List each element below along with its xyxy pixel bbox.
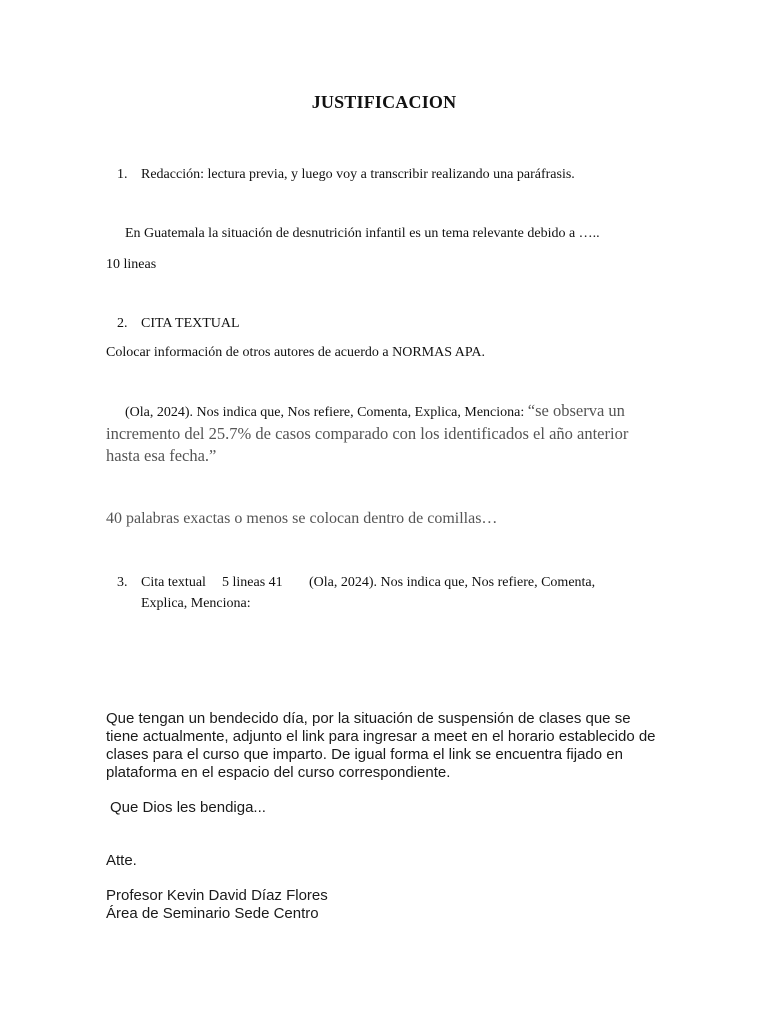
list-number-1: 1. xyxy=(117,167,128,182)
item-1-text: Redacción: lectura previa, y luego voy a transcribir realizando una paráfrasis. xyxy=(141,167,575,182)
blessing-text: Que Dios les bendiga... xyxy=(110,799,266,816)
item-3-col1: Cita textual xyxy=(141,575,206,590)
citation-lead: (Ola, 2024). Nos indica que, Nos refiere, Comenta, Explica, Menciona: xyxy=(125,405,528,420)
closing-text: Atte. xyxy=(106,852,137,869)
citation-block xyxy=(106,400,666,466)
signature-area: Área de Seminario Sede Centro xyxy=(106,905,319,922)
message-line-2: tiene actualmente, adjunto el link para ingresar a meet en el horario establecido de xyxy=(106,728,656,745)
citation-quote-line3: hasta esa fecha.” xyxy=(106,445,217,465)
item-2-text: CITA TEXTUAL xyxy=(141,316,240,331)
citation-quote-line2: incremento del 25.7% de casos comparado con los identificados el año anterior xyxy=(106,424,629,443)
item-3-col3: (Ola, 2024). Nos indica que, Nos refiere, Comenta, xyxy=(309,575,596,590)
list-number-3: 3. xyxy=(117,575,128,590)
list-number-2: 2. xyxy=(117,316,128,331)
page-title: JUSTIFICACION xyxy=(311,92,457,112)
paragraph-intro: En Guatemala la situación de desnutrición infantil es un tema relevante debido a ….. xyxy=(125,226,600,241)
apa-note: Colocar información de otros autores de acuerdo a NORMAS APA. xyxy=(106,345,485,360)
signature-name: Profesor Kevin David Díaz Flores xyxy=(106,887,328,904)
message-line-4: plataforma en el espacio del curso correspondiente. xyxy=(106,764,451,781)
item-3-col2: 5 lineas 41 xyxy=(222,575,283,590)
message-paragraph xyxy=(106,710,746,782)
signature-block xyxy=(106,887,328,923)
message-line-1: Que tengan un bendecido día, por la situación de suspensión de clases que se xyxy=(106,710,631,727)
message-line-3: clases para el curso que imparto. De igual forma el link se encuentra fijado en xyxy=(106,746,623,763)
quote-rule: 40 palabras exactas o menos se colocan dentro de comillas… xyxy=(106,510,498,527)
lines-note: 10 lineas xyxy=(106,257,157,272)
item-3-line2: Explica, Menciona: xyxy=(141,596,251,611)
citation-quote-start: “se observa un xyxy=(527,401,625,420)
